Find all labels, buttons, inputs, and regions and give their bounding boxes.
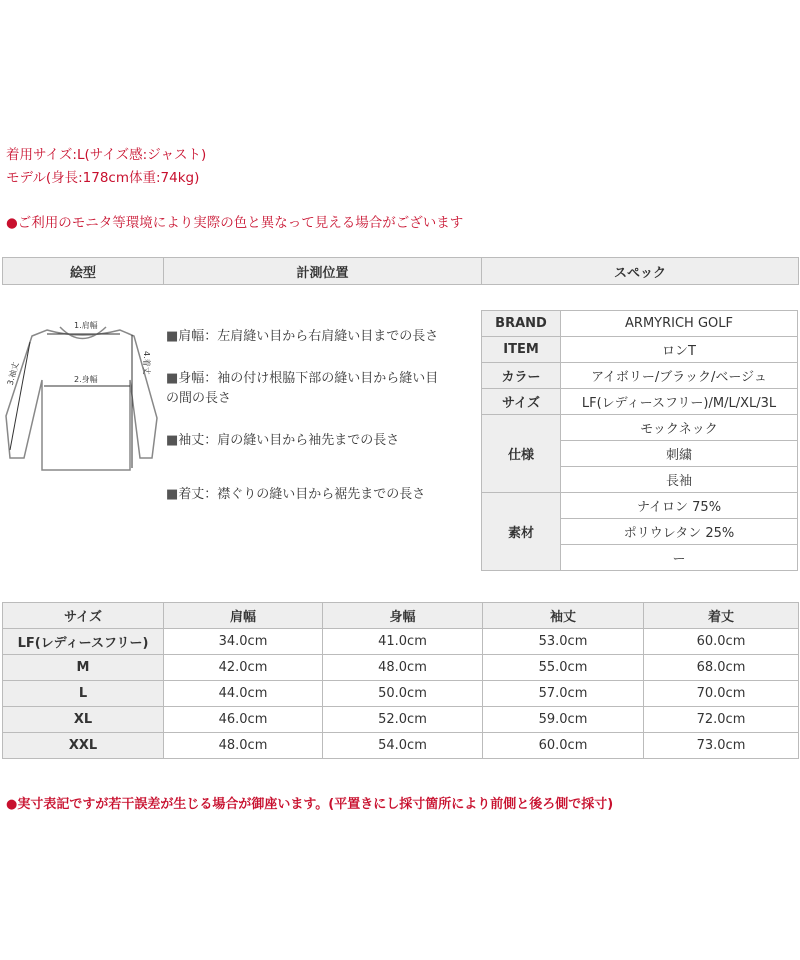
size-cell: 53.0cm: [483, 629, 644, 655]
note-bullet: ■: [166, 371, 179, 386]
header-spec: スペック: [482, 258, 799, 285]
size-table: [2, 602, 799, 759]
spec-table: [481, 310, 798, 571]
size-cell: 52.0cm: [323, 707, 483, 733]
spec-row-brand: [482, 311, 798, 337]
spec-value: ロンT: [561, 337, 798, 363]
size-header-cell: 肩幅: [164, 603, 323, 629]
size-label: M: [3, 655, 164, 681]
spec-row-item: [482, 337, 798, 363]
note-text: 肩幅：左肩縫い目から右肩縫い目までの長さ: [178, 329, 439, 344]
spec-value: アイボリー/ブラック/ベージュ: [561, 363, 798, 389]
spec-value: ー: [561, 545, 798, 571]
size-cell: 72.0cm: [644, 707, 799, 733]
note-text: 身幅：袖の付け根脇下部の縫い目から縫い目: [178, 371, 439, 386]
note-shoulder: [166, 327, 438, 347]
size-cell: 41.0cm: [323, 629, 483, 655]
size-cell: 57.0cm: [483, 681, 644, 707]
size-row: [3, 629, 799, 655]
note-bullet: ■: [166, 433, 179, 448]
size-cell: 60.0cm: [644, 629, 799, 655]
header-illustration: 絵型: [3, 258, 164, 285]
size-row: [3, 681, 799, 707]
size-label: LF(レディースフリー): [3, 629, 164, 655]
size-cell: 34.0cm: [164, 629, 323, 655]
note-sleeve: [166, 431, 399, 451]
label-sleeve: 3.袖丈: [5, 361, 21, 387]
section-header-bar: [2, 257, 799, 285]
size-cell: 44.0cm: [164, 681, 323, 707]
label-chest: 2.身幅: [74, 375, 98, 384]
spec-value: ナイロン 75%: [561, 493, 798, 519]
size-cell: 55.0cm: [483, 655, 644, 681]
header-measure-position: 計測位置: [164, 258, 482, 285]
model-body-line: モデル(身長:178cm体重:74kg): [6, 170, 200, 186]
notice-measurement: ●実寸表記ですが若干誤差が生じる場合が御座います。(平置きにし採寸箇所により前側と後ろ側で採寸): [6, 797, 614, 812]
spec-value: LF(レディースフリー)/M/L/XL/3L: [561, 389, 798, 415]
size-cell: 48.0cm: [323, 655, 483, 681]
size-row: [3, 707, 799, 733]
note-bullet: ■: [166, 329, 179, 344]
size-cell: 73.0cm: [644, 733, 799, 759]
size-cell: 42.0cm: [164, 655, 323, 681]
spec-value: ARMYRICH GOLF: [561, 311, 798, 337]
note-text: 着丈：襟ぐりの縫い目から裾先までの長さ: [178, 487, 426, 502]
garment-diagram: [2, 310, 162, 475]
note-chest: [166, 369, 438, 409]
size-header-cell: 袖丈: [483, 603, 644, 629]
label-shoulder: 1.肩幅: [74, 321, 98, 330]
spec-key: 素材: [482, 493, 561, 571]
size-label: XL: [3, 707, 164, 733]
size-label: XXL: [3, 733, 164, 759]
note-length: [166, 485, 425, 505]
model-size-line: 着用サイズ:L(サイズ感:ジャスト): [6, 147, 207, 163]
size-table-header: [3, 603, 799, 629]
size-header-cell: 着丈: [644, 603, 799, 629]
size-cell: 46.0cm: [164, 707, 323, 733]
size-cell: 68.0cm: [644, 655, 799, 681]
size-cell: 60.0cm: [483, 733, 644, 759]
size-cell: 70.0cm: [644, 681, 799, 707]
note-text-continued: の間の長さ: [166, 391, 232, 406]
notice-color: ●ご利用のモニタ等環境により実際の色と異なって見える場合がございます: [6, 215, 464, 231]
note-bullet: ■: [166, 487, 179, 502]
spec-key: 仕様: [482, 415, 561, 493]
size-cell: 59.0cm: [483, 707, 644, 733]
size-row: [3, 733, 799, 759]
size-cell: 48.0cm: [164, 733, 323, 759]
spec-key: カラー: [482, 363, 561, 389]
size-header-cell: サイズ: [3, 603, 164, 629]
spec-row-spec: [482, 415, 798, 441]
size-cell: 50.0cm: [323, 681, 483, 707]
spec-value: 長袖: [561, 467, 798, 493]
spec-key: サイズ: [482, 389, 561, 415]
size-label: L: [3, 681, 164, 707]
size-cell: 54.0cm: [323, 733, 483, 759]
spec-key: ITEM: [482, 337, 561, 363]
spec-value: モックネック: [561, 415, 798, 441]
size-row: [3, 655, 799, 681]
note-text: 袖丈：肩の縫い目から袖先までの長さ: [178, 433, 400, 448]
spec-value: ポリウレタン 25%: [561, 519, 798, 545]
spec-value: 刺繍: [561, 441, 798, 467]
spec-row-material: [482, 493, 798, 519]
label-length: 4.着丈: [142, 351, 151, 375]
size-header-cell: 身幅: [323, 603, 483, 629]
spec-row-size: [482, 389, 798, 415]
spec-key: BRAND: [482, 311, 561, 337]
spec-row-color: [482, 363, 798, 389]
